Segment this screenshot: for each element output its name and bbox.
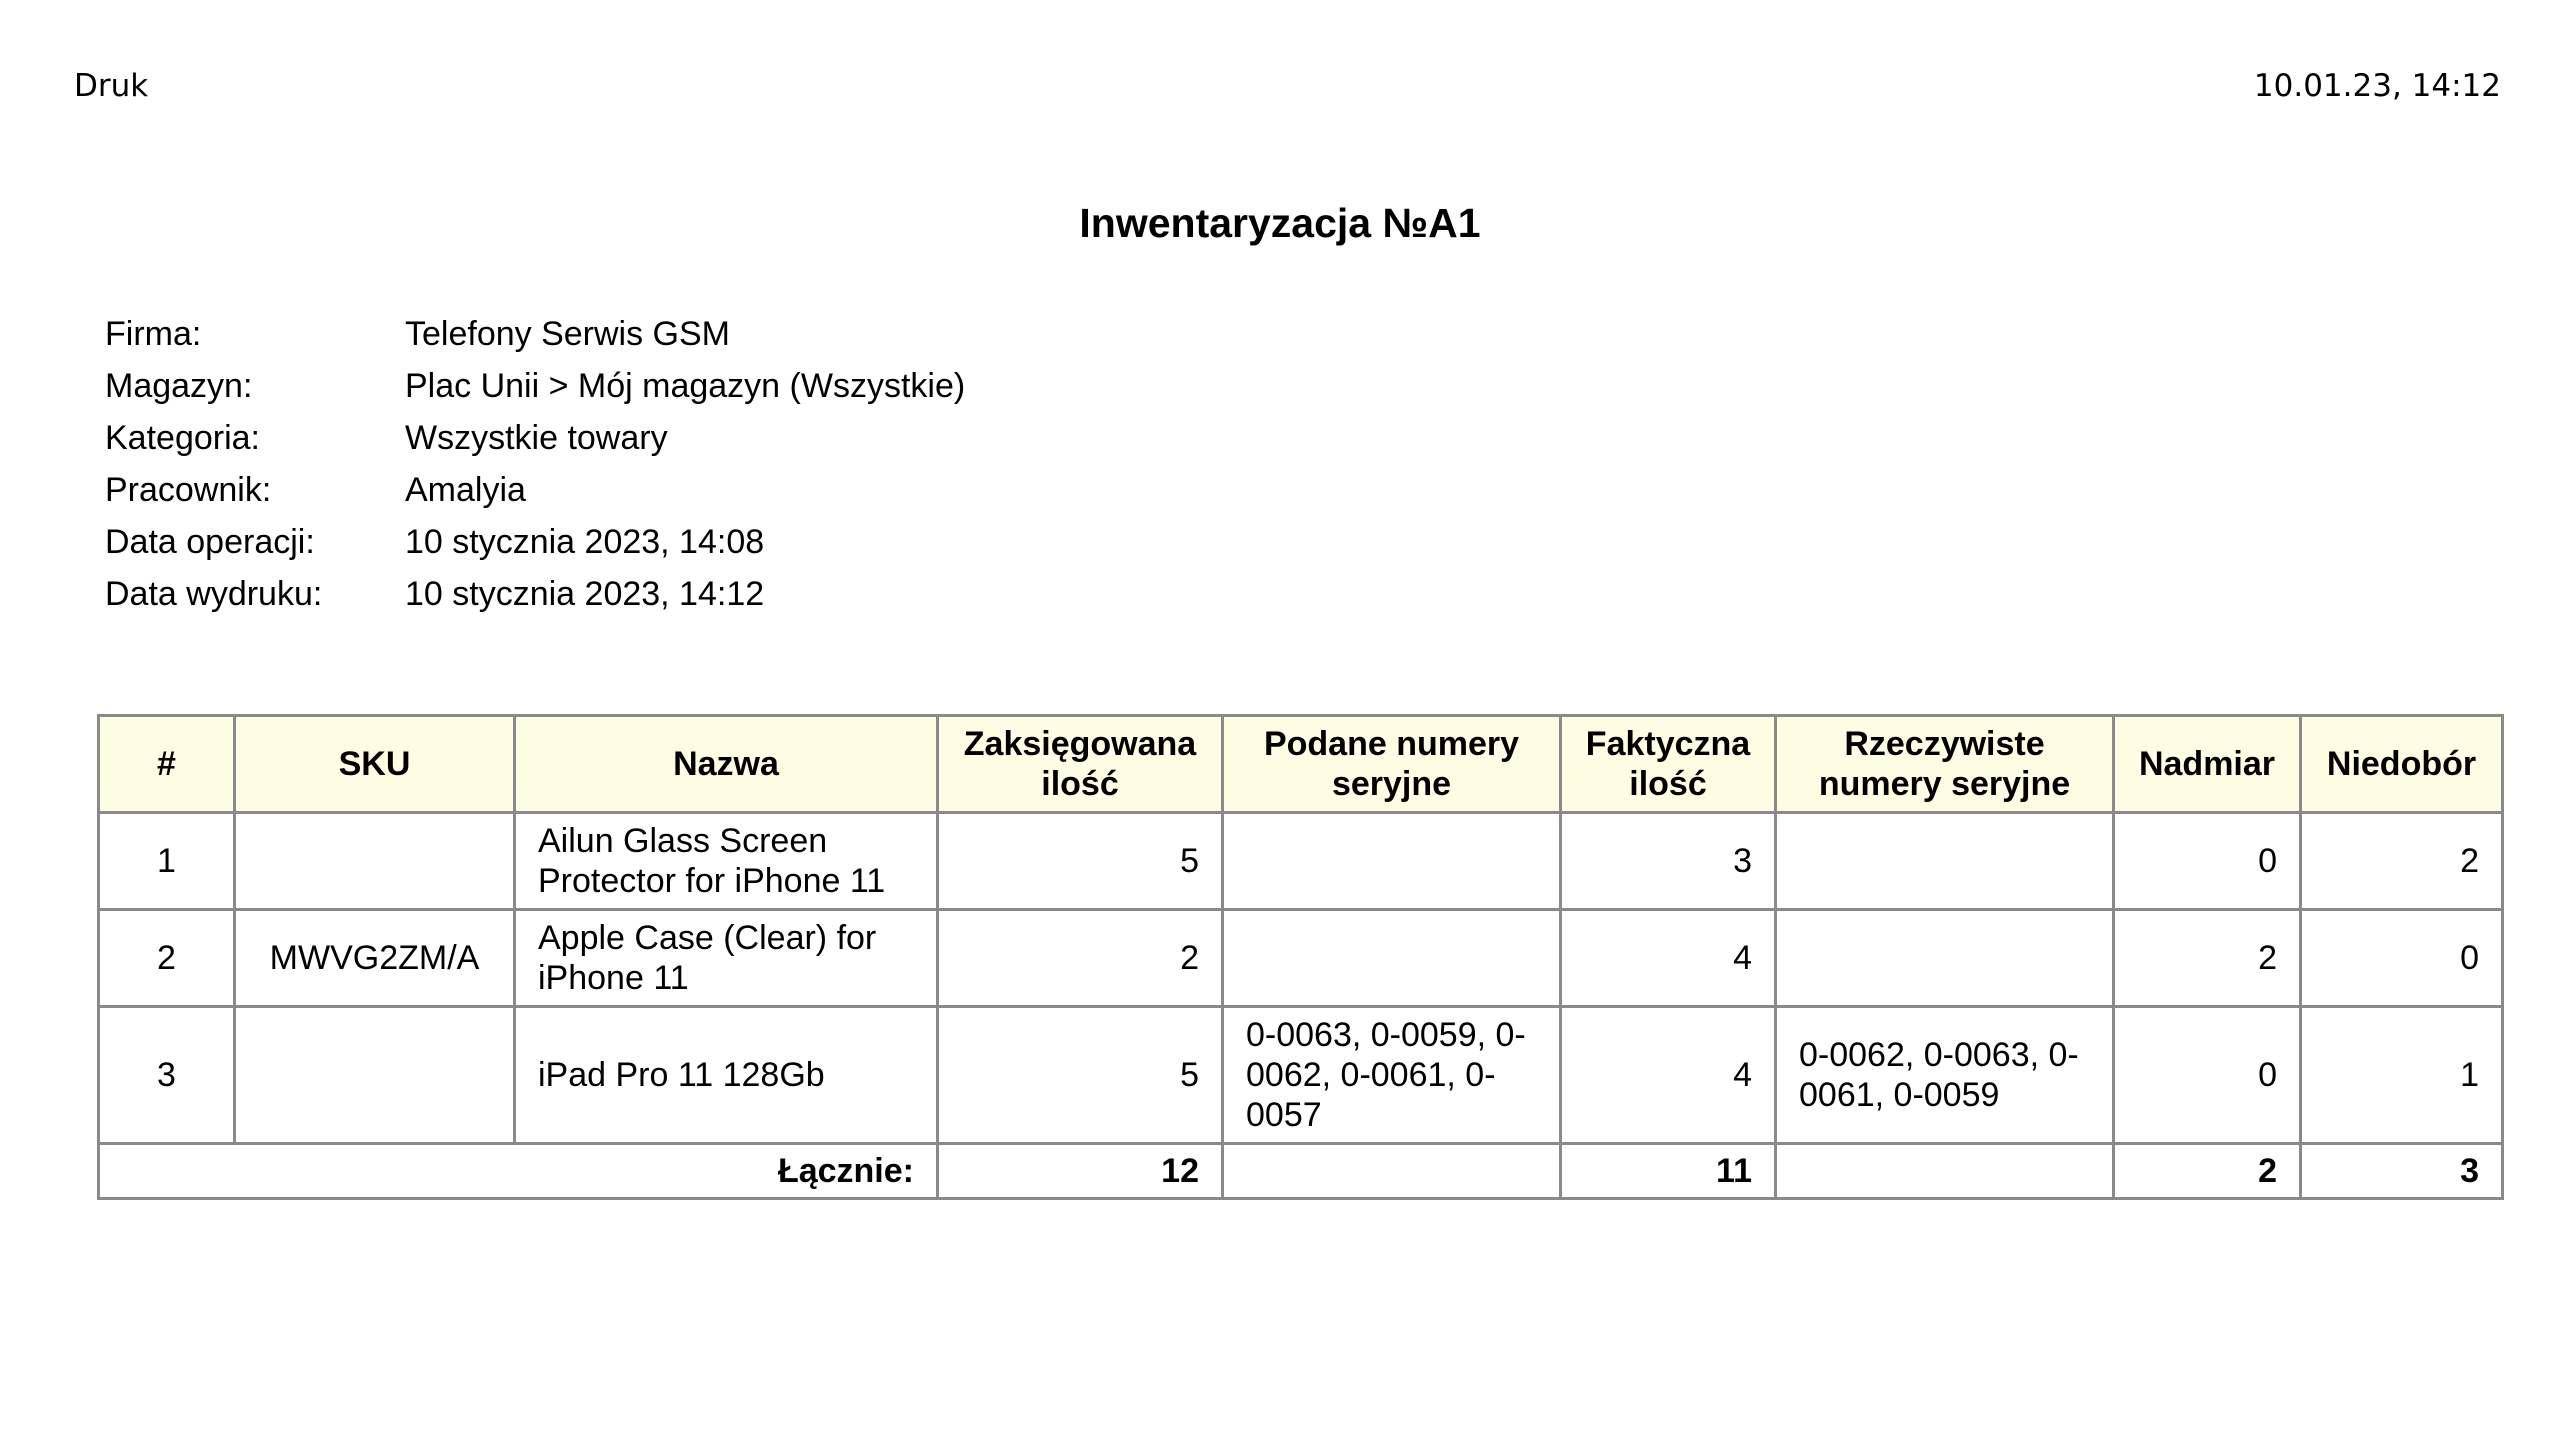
table-row bbox=[99, 1007, 2503, 1144]
cell-shortage: 1 bbox=[2301, 1007, 2503, 1144]
info-label: Firma: bbox=[105, 315, 202, 353]
cell-actual-qty: 3 bbox=[1561, 813, 1776, 910]
total-actual-serials bbox=[1776, 1144, 2114, 1199]
cell-booked-qty: 5 bbox=[938, 1007, 1223, 1144]
info-row-company bbox=[105, 308, 965, 360]
cell-actual-serials bbox=[1776, 813, 2114, 910]
info-label: Data operacji: bbox=[105, 523, 315, 561]
cell-actual-serials: 0-0062, 0-0063, 0-0061, 0-0059 bbox=[1776, 1007, 2114, 1144]
cell-sku bbox=[235, 813, 515, 910]
table-header-row bbox=[99, 716, 2503, 813]
column-header-shortage: Niedobór bbox=[2301, 716, 2503, 813]
cell-booked-qty: 5 bbox=[938, 813, 1223, 910]
info-label: Magazyn: bbox=[105, 367, 253, 405]
cell-number: 1 bbox=[99, 813, 235, 910]
cell-name: Ailun Glass Screen Protector for iPhone 11 bbox=[515, 813, 938, 910]
cell-surplus: 0 bbox=[2114, 1007, 2301, 1144]
total-booked-qty: 12 bbox=[938, 1144, 1223, 1199]
cell-given-serials: 0-0063, 0-0059, 0-0062, 0-0061, 0-0057 bbox=[1223, 1007, 1561, 1144]
cell-actual-qty: 4 bbox=[1561, 1007, 1776, 1144]
cell-name: iPad Pro 11 128Gb bbox=[515, 1007, 938, 1144]
info-value: Plac Unii > Mój magazyn (Wszystkie) bbox=[405, 367, 966, 405]
column-header-booked-qty: Zaksięgowana ilość bbox=[938, 716, 1223, 813]
cell-surplus: 2 bbox=[2114, 910, 2301, 1007]
total-given-serials bbox=[1223, 1144, 1561, 1199]
info-value: 10 stycznia 2023, 14:12 bbox=[405, 575, 765, 613]
column-header-actual-serials: Rzeczywiste numery seryjne bbox=[1776, 716, 2114, 813]
column-header-number: # bbox=[99, 716, 235, 813]
column-header-given-serials: Podane numery seryjne bbox=[1223, 716, 1561, 813]
cell-actual-qty: 4 bbox=[1561, 910, 1776, 1007]
info-row-print-date bbox=[105, 568, 965, 620]
info-row-warehouse bbox=[105, 360, 965, 412]
total-actual-qty: 11 bbox=[1561, 1144, 1776, 1199]
cell-shortage: 0 bbox=[2301, 910, 2503, 1007]
print-timestamp: 10.01.23, 14:12 bbox=[2253, 68, 2501, 104]
cell-shortage: 2 bbox=[2301, 813, 2503, 910]
document-title: Inwentaryzacja №A1 bbox=[1079, 200, 1481, 246]
info-label: Kategoria: bbox=[105, 419, 260, 457]
cell-number: 2 bbox=[99, 910, 235, 1007]
info-label: Pracownik: bbox=[105, 471, 272, 509]
table-total-row bbox=[99, 1144, 2503, 1199]
document-info bbox=[105, 308, 965, 620]
column-header-name: Nazwa bbox=[515, 716, 938, 813]
total-shortage: 3 bbox=[2301, 1144, 2503, 1199]
info-value: Wszystkie towary bbox=[405, 419, 668, 457]
inventory-table bbox=[97, 714, 2504, 1200]
cell-number: 3 bbox=[99, 1007, 235, 1144]
cell-name: Apple Case (Clear) for iPhone 11 bbox=[515, 910, 938, 1007]
info-row-operation-date bbox=[105, 516, 965, 568]
column-header-surplus: Nadmiar bbox=[2114, 716, 2301, 813]
info-row-employee bbox=[105, 464, 965, 516]
info-value: 10 stycznia 2023, 14:08 bbox=[405, 523, 765, 561]
cell-actual-serials bbox=[1776, 910, 2114, 1007]
cell-booked-qty: 2 bbox=[938, 910, 1223, 1007]
column-header-actual-qty: Faktyczna ilość bbox=[1561, 716, 1776, 813]
table-row bbox=[99, 813, 2503, 910]
cell-sku bbox=[235, 1007, 515, 1144]
info-value: Telefony Serwis GSM bbox=[405, 315, 730, 353]
info-value: Amalyia bbox=[405, 471, 526, 509]
info-row-category bbox=[105, 412, 965, 464]
cell-given-serials bbox=[1223, 813, 1561, 910]
table-row bbox=[99, 910, 2503, 1007]
cell-surplus: 0 bbox=[2114, 813, 2301, 910]
cell-sku: MWVG2ZM/A bbox=[235, 910, 515, 1007]
total-surplus: 2 bbox=[2114, 1144, 2301, 1199]
total-label: Łącznie: bbox=[99, 1144, 938, 1199]
column-header-sku: SKU bbox=[235, 716, 515, 813]
print-header-label: Druk bbox=[74, 68, 149, 104]
cell-given-serials bbox=[1223, 910, 1561, 1007]
info-label: Data wydruku: bbox=[105, 575, 323, 613]
